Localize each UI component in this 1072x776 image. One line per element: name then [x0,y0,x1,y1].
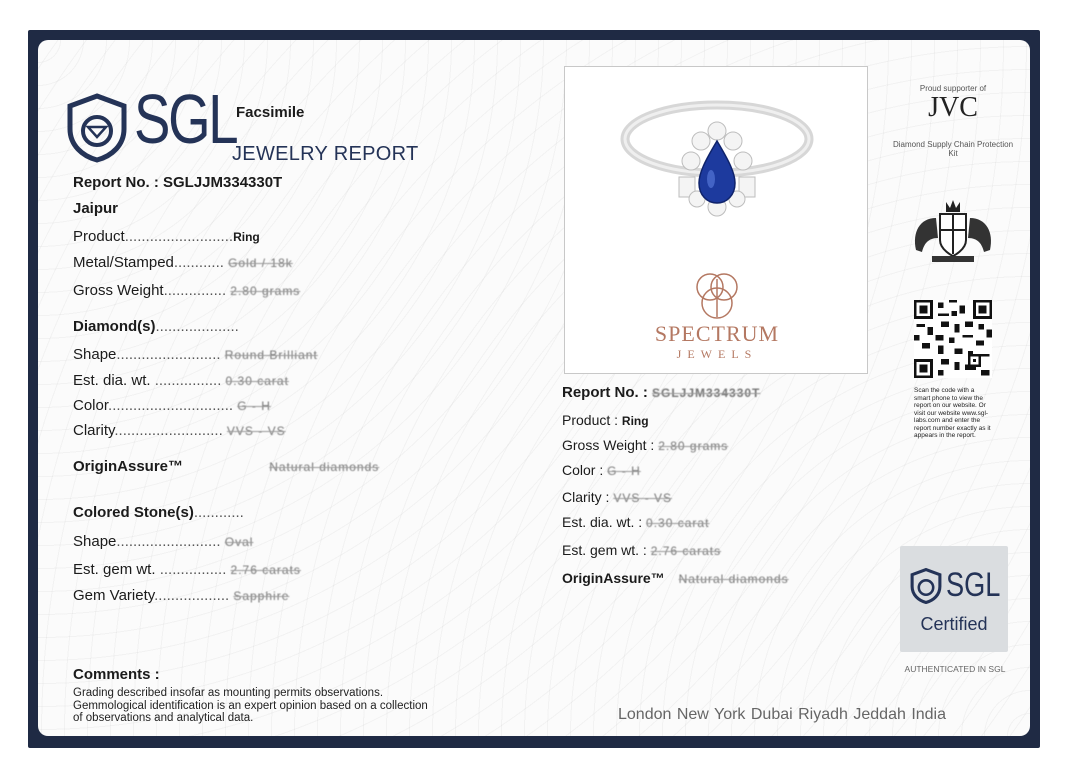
brand-name: SPECTRUM [654,321,780,346]
diamond-weight-value: 0.30 carat [225,374,289,388]
comments-text: Grading described insofar as mounting permits observations. Gemmological identification is an expert opinion based on a collection of observations and analytical data. [73,687,428,724]
report-type: JEWELRY REPORT [232,143,419,165]
metal-value: Gold / 18k [228,256,293,270]
comments-heading: Comments : [73,666,160,683]
jewelry-photo [564,66,868,374]
metal-row: Metal/Stamped............ Gold / 18k [73,254,293,271]
gross-weight-row: Gross Weight............... 2.80 grams [73,282,301,299]
right-origin-value: Natural diamonds [678,572,789,586]
diamond-clarity-value: VVS - VS [226,424,286,438]
qr-caption: Scan the code with a smart phone to view the report on our website. Or visit our website www.sgl-labs.com and enter the report number exactly as it appears in the report. [914,387,991,439]
gem-weight-value: 2.76 carats [230,563,301,577]
origin-row [73,458,379,475]
product-label: Product [73,228,125,245]
gem-shape-row: Shape......................... Oval [73,533,254,550]
jvc-kit-text: Diamond Supply Chain Protection Kit [892,140,1014,158]
right-report-number-value: SGLJJM334330T [652,386,761,400]
right-product-row: Product : Ring [562,412,649,428]
diamonds-heading: Diamond(s).................... [73,318,239,335]
qr-code-icon [914,300,992,378]
certified-shield-icon [910,568,942,604]
right-dia-weight-value: 0.30 carat [646,516,710,530]
diamond-color-row: Color.............................. G - H [73,397,271,414]
coat-of-arms-icon [906,192,1000,264]
diamond-shape-value: Round Brilliant [224,348,318,362]
diamond-shape-row: Shape......................... Round Brilliant [73,346,318,363]
right-origin-row: OriginAssure™ Natural diamonds [562,570,789,586]
ring-image [605,91,829,241]
right-dia-weight-row: Est. dia. wt. : 0.30 carat [562,514,710,530]
gem-variety-value: Sapphire [233,589,290,603]
diamond-color-value: G - H [237,399,271,413]
gross-weight-label: Gross Weight [73,282,164,299]
right-product-value: Ring [621,414,649,428]
right-color-value: G - H [607,464,641,478]
diamond-weight-row: Est. dia. wt. ................ 0.30 carat [73,372,289,389]
right-gem-weight-row: Est. gem wt. : 2.76 carats [562,542,722,558]
right-color-row: Color : G - H [562,462,641,478]
certified-sgl-text: SGL [946,566,1001,604]
right-gem-weight-value: 2.76 carats [650,544,722,558]
office-cities: London New York Dubai Riyadh Jeddah India [618,706,947,723]
right-clarity-row: Clarity : VVS - VS [562,489,673,505]
authenticated-label: AUTHENTICATED IN SGL [904,664,1006,674]
report-card [38,40,1030,736]
gem-weight-row: Est. gem wt. ................ 2.76 carats [73,561,301,578]
facsimile-label: Facsimile [236,104,305,121]
gem-shape-value: Oval [224,535,254,549]
spectrum-monogram-icon [695,269,739,323]
right-clarity-value: VVS - VS [613,491,673,505]
right-report-number: Report No. : SGLJJM334330T [562,384,761,401]
brand-subtitle: JEWELS [676,347,758,361]
right-gross-weight-row: Gross Weight : 2.80 grams [562,437,729,453]
sgl-shield-icon [66,93,128,163]
sgl-logo-text: SGL [134,80,237,158]
diamond-clarity-row: Clarity.......................... VVS - VS [73,422,286,439]
certified-label: Certified [920,614,988,634]
report-number: Report No. : SGLJJM334330T [73,174,283,191]
jvc-supporter-text: Proud supporter of [919,84,987,93]
report-city: Jaipur [73,200,119,217]
origin-value: Natural diamonds [269,460,380,474]
origin-label: OriginAssure™ [73,458,184,475]
colored-stones-heading: Colored Stone(s)............ [73,504,244,521]
gross-weight-value: 2.80 grams [230,284,301,298]
product-row: Product..........................Ring [73,228,260,245]
jvc-logo: JVC [928,92,978,123]
right-gross-weight-value: 2.80 grams [658,439,729,453]
metal-label: Metal/Stamped [73,254,174,271]
gem-variety-row: Gem Variety.................. Sapphire [73,587,290,604]
product-value: Ring [233,230,260,244]
